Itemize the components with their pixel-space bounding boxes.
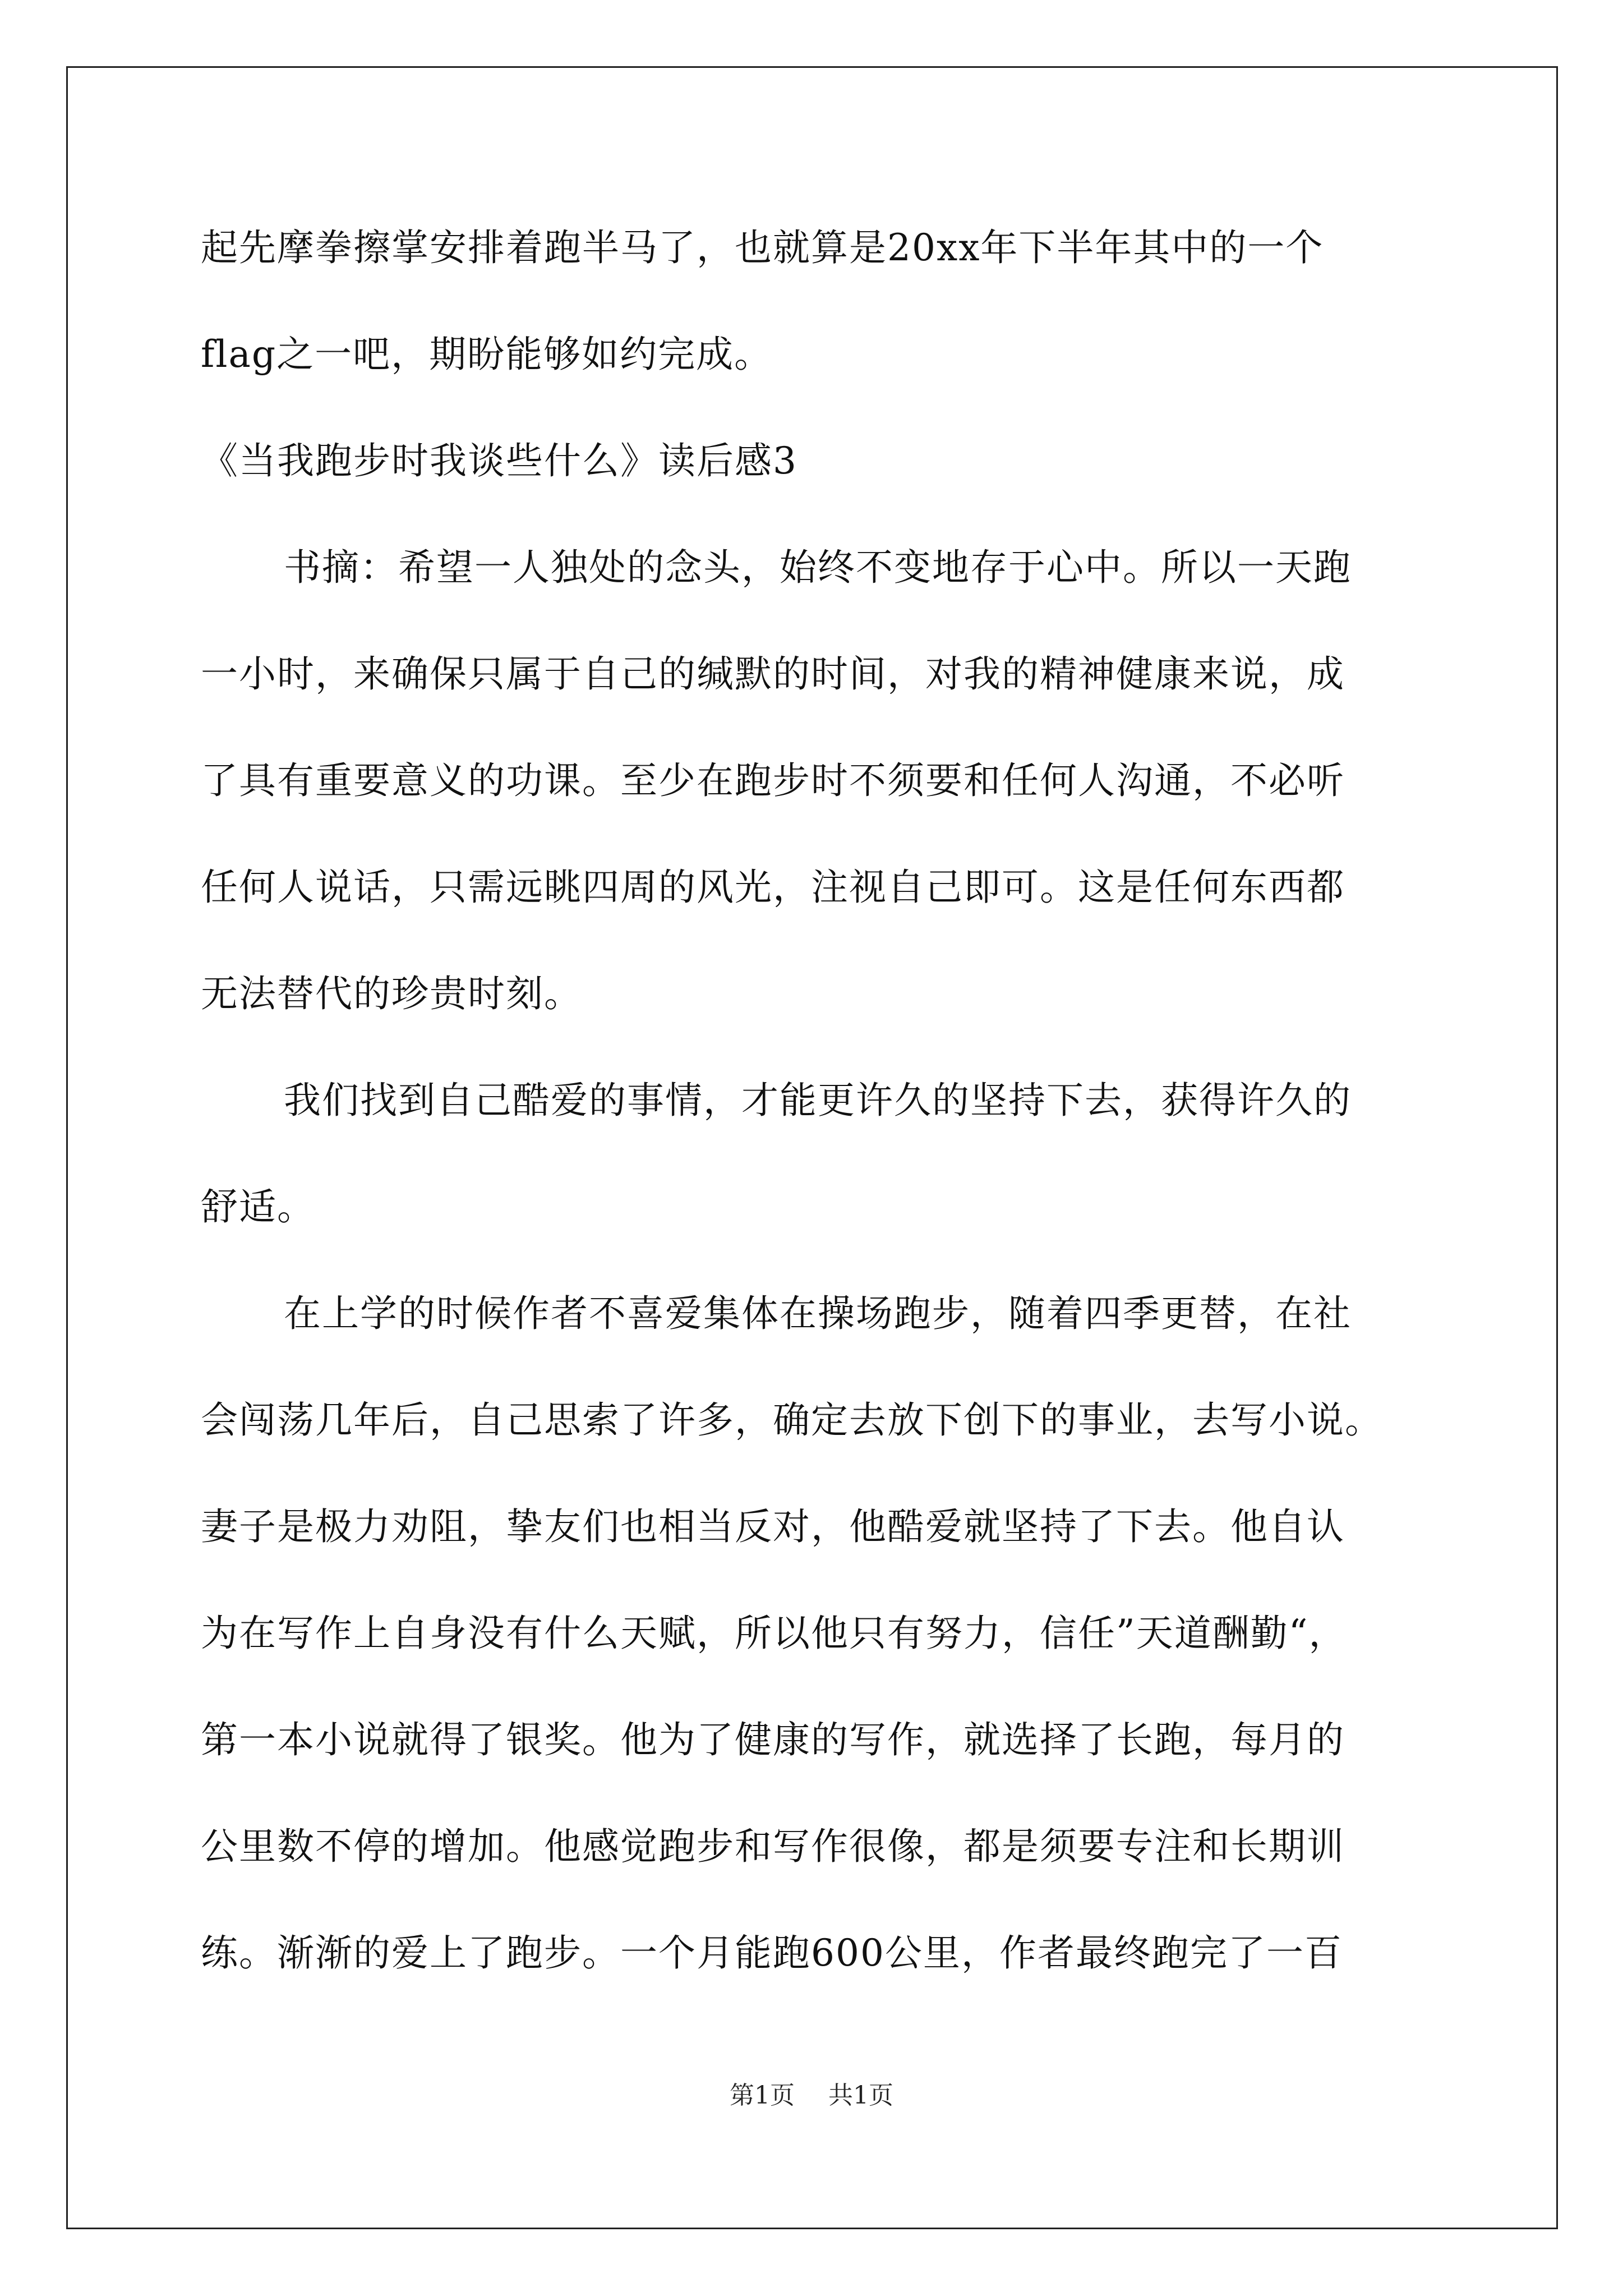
text-line: 舒适。 [201, 1185, 315, 1228]
page-footer [0, 2079, 1623, 2113]
text-line: 起先摩拳擦掌安排着跑半马了，也就算是20xx年下半年其中的一个 [201, 226, 1324, 269]
text-line: 我们找到自己酷爱的事情，才能更许久的坚持下去，获得许久的 [284, 1079, 1352, 1122]
section-heading: 《当我跑步时我谈些什么》读后感3 [201, 439, 797, 482]
text-line: 一小时，来确保只属于自己的缄默的时间，对我的精神健康来说，成 [201, 652, 1345, 696]
text-line: 无法替代的珍贵时刻。 [201, 972, 582, 1015]
text-line: 为在写作上自身没有什么天赋，所以他只有努力，信任”天道酬勤“， [201, 1612, 1347, 1655]
text-line: 在上学的时候作者不喜爱集体在操场跑步，随着四季更替，在社 [284, 1292, 1352, 1335]
text-line: 书摘：希望一人独处的念头，始终不变地存于心中。所以一天跑 [284, 546, 1352, 589]
text-line: flag之一吧，期盼能够如约完成。 [201, 333, 773, 376]
text-line: 会闯荡几年后，自己思索了许多，确定去放下创下的事业，去写小说。 [201, 1398, 1383, 1442]
text-line: 了具有重要意义的功课。至少在跑步时不须要和任何人沟通，不必听 [201, 759, 1345, 802]
text-line: 公里数不停的增加。他感觉跑步和写作很像，都是须要专注和长期训 [201, 1825, 1345, 1868]
text-line: 第一本小说就得了银奖。他为了健康的写作，就选择了长跑，每月的 [201, 1718, 1345, 1761]
document-body [201, 214, 1423, 2026]
text-line: 任何人说话，只需远眺四周的风光，注视自己即可。这是任何东西都 [201, 866, 1345, 909]
page-number: 第1页 [730, 2081, 795, 2110]
page-total: 共1页 [828, 2081, 893, 2110]
text-line: 妻子是极力劝阻，挚友们也相当反对，他酷爱就坚持了下去。他自认 [201, 1505, 1345, 1548]
text-line: 练。渐渐的爱上了跑步。一个月能跑600公里，作者最终跑完了一百 [201, 1931, 1343, 1975]
